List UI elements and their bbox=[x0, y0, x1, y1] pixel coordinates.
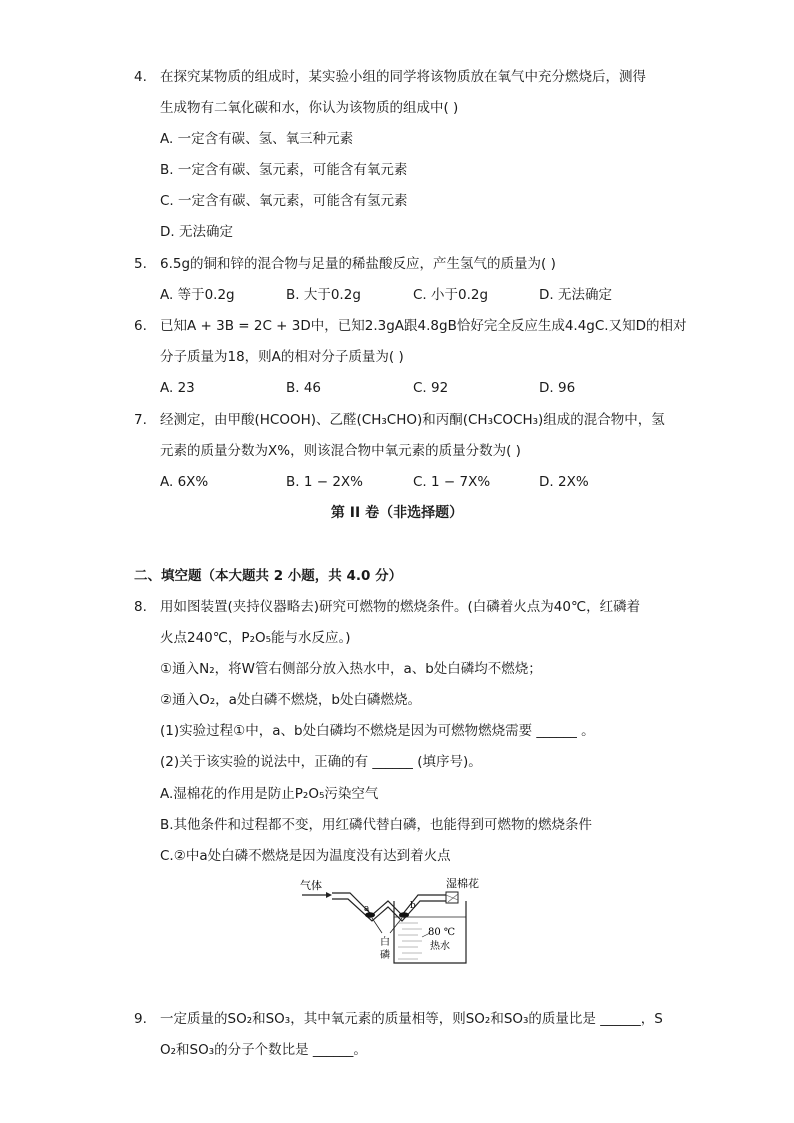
pointer-a bbox=[372, 918, 382, 933]
question-7-option-a: A. 6X% bbox=[160, 474, 209, 490]
question-9-text-line2: O₂和SO₃的分子个数比是 ______。 bbox=[160, 1042, 367, 1058]
question-6-text-line1: 已知A + 3B = 2C + 3D中，已知2.3gA跟4.8gB恰好完全反应生成4.4gC.又知D的相对 bbox=[160, 318, 687, 334]
question-9-number: 9. bbox=[134, 1011, 147, 1027]
question-4-option-a: A. 一定含有碳、氢、氧三种元素 bbox=[160, 131, 354, 147]
question-4-text-line1: 在探究某物质的组成时，某实验小组的同学将该物质放在氧气中充分燃烧后，测得 bbox=[160, 69, 646, 85]
question-7-text-line2: 元素的质量分数为X%，则该混合物中氧元素的质量分数为( ) bbox=[160, 443, 521, 459]
question-5-text-line1: 6.5g的铜和锌的混合物与足量的稀盐酸反应，产生氢气的质量为( ) bbox=[160, 256, 556, 272]
w-tube-outer bbox=[332, 893, 448, 915]
question-7-option-d: D. 2X% bbox=[539, 474, 589, 490]
section-2-heading: 二、填空题（本大题共 2 小题，共 4.0 分） bbox=[134, 568, 403, 584]
question-4-option-d: D. 无法确定 bbox=[160, 224, 233, 240]
question-5-option-b: B. 大于0.2g bbox=[286, 287, 361, 303]
question-8-text-line2: 火点240℃，P₂O₅能与水反应。) bbox=[160, 630, 351, 646]
question-6-option-d: D. 96 bbox=[539, 380, 576, 396]
question-9-text-line1: 一定质量的SO₂和SO₃，其中氧元素的质量相等，则SO₂和SO₃的质量比是 ______，S bbox=[160, 1011, 663, 1027]
question-6-option-b: B. 46 bbox=[286, 380, 322, 396]
question-6-option-c: C. 92 bbox=[413, 380, 449, 396]
question-6-text-line2: 分子质量为18，则A的相对分子质量为( ) bbox=[160, 349, 404, 365]
question-5-option-c: C. 小于0.2g bbox=[413, 287, 489, 303]
question-8-sub-1: (1)实验过程①中，a、b处白磷均不燃烧是因为可燃物燃烧需要 ______ 。 bbox=[160, 723, 595, 739]
question-5-option-d: D. 无法确定 bbox=[539, 287, 612, 303]
temperature-label: 80 ℃ bbox=[428, 927, 456, 938]
gas-label: 气体 bbox=[300, 879, 322, 892]
question-6-number: 6. bbox=[134, 318, 147, 334]
question-5-option-a: A. 等于0.2g bbox=[160, 287, 235, 303]
phosphorus-label-2: 磷 bbox=[380, 950, 390, 961]
question-7-option-c: C. 1 − 7X% bbox=[413, 474, 491, 490]
question-4-option-c: C. 一定含有碳、氧元素，可能含有氢元素 bbox=[160, 193, 408, 209]
question-8-choice-b: B.其他条件和过程都不变，用红磷代替白磷，也能得到可燃物的燃烧条件 bbox=[160, 817, 593, 833]
question-8-sub-2: (2)关于该实验的说法中，正确的有 ______ (填序号)。 bbox=[160, 754, 482, 770]
question-8-step-2: ②通入O₂，a处白磷不燃烧，b处白磷燃烧。 bbox=[160, 692, 421, 708]
pointer-b bbox=[390, 918, 402, 933]
question-7-option-b: B. 1 − 2X% bbox=[286, 474, 363, 490]
question-8-step-1: ①通入N₂，将W管右侧部分放入热水中，a、b处白磷均不燃烧； bbox=[160, 661, 542, 677]
water-hatching bbox=[398, 923, 422, 959]
question-5-number: 5. bbox=[134, 256, 147, 272]
question-4-option-b: B. 一定含有碳、氢元素，可能含有氧元素 bbox=[160, 162, 408, 178]
question-8-number: 8. bbox=[134, 599, 147, 615]
cotton-label: 湿棉花 bbox=[446, 877, 479, 890]
question-6-option-a: A. 23 bbox=[160, 380, 195, 396]
question-7-text-line1: 经测定，由甲酸(HCOOH)、乙醛(CH₃CHO)和丙酮(CH₃COCH₃)组成的混合物中，氢 bbox=[160, 412, 665, 428]
label-a: a bbox=[364, 904, 370, 914]
label-b: b bbox=[410, 901, 416, 911]
question-4-text-line2: 生成物有二氧化碳和水，你认为该物质的组成中( ) bbox=[160, 100, 459, 116]
phosphorus-label-1: 白 bbox=[380, 937, 390, 948]
gas-arrow-head bbox=[326, 892, 332, 898]
w-tube-apparatus-figure bbox=[298, 875, 498, 970]
section-2-title: 第 II 卷（非选择题） bbox=[330, 505, 464, 521]
question-8-choice-c: C.②中a处白磷不燃烧是因为温度没有达到着火点 bbox=[160, 848, 451, 864]
question-4-number: 4. bbox=[134, 69, 147, 85]
hot-water-label: 热水 bbox=[430, 941, 450, 952]
question-8-text-line1: 用如图装置(夹持仪器略去)研究可燃物的燃烧条件。(白磷着火点为40℃，红磷着 bbox=[160, 599, 641, 615]
question-7-number: 7. bbox=[134, 412, 147, 428]
question-8-choice-a: A.湿棉花的作用是防止P₂O₅污染空气 bbox=[160, 786, 379, 802]
